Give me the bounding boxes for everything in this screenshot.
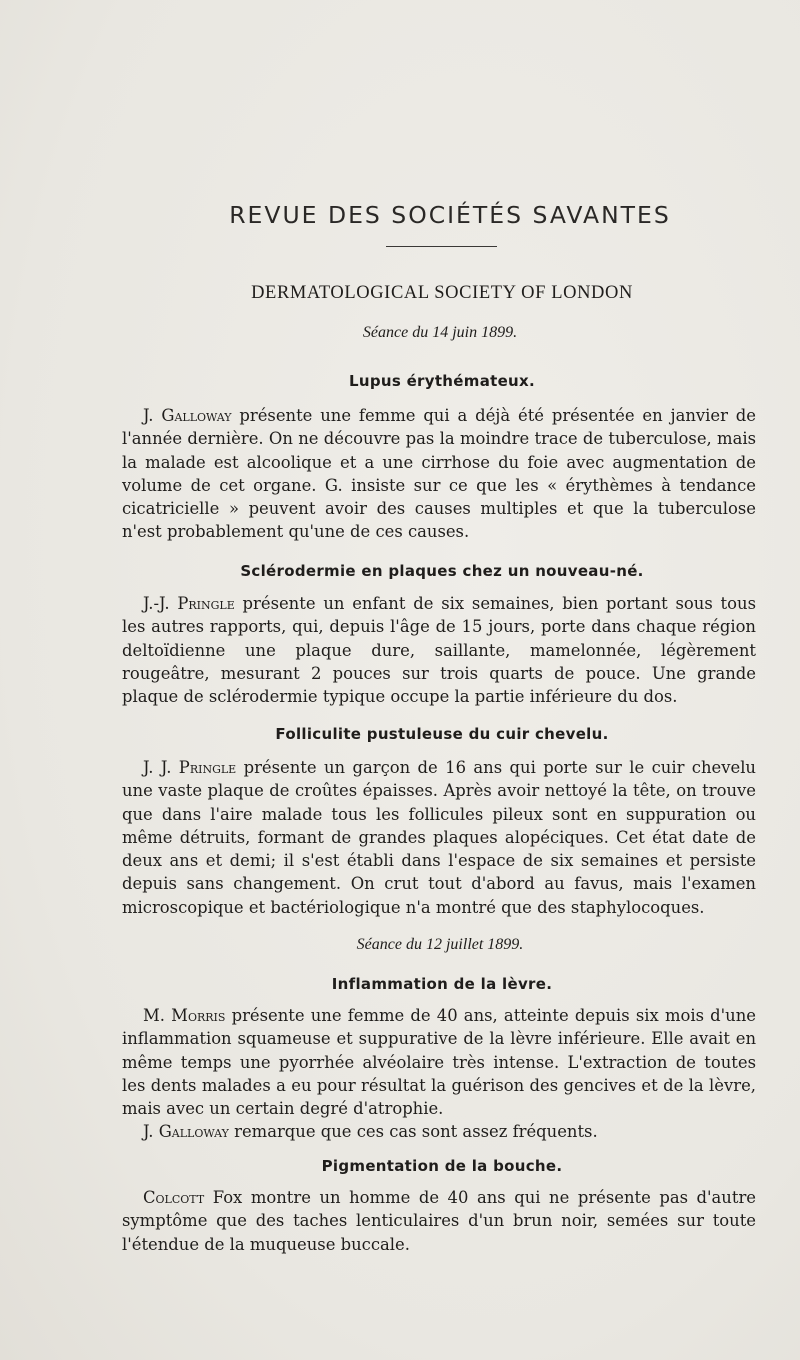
paragraph-text: Fox montre un homme de 40 ans qui ne présente pas d'autre symptôme que des taches lenticulaires d'un brun noir, semées sur toute l'étendue de la muqueuse buccale. [122, 1188, 756, 1254]
paragraph-folliculite [122, 756, 756, 919]
author-name: Colcott [143, 1188, 205, 1207]
paragraph-text: présente un garçon de 16 ans qui porte sur le cuir chevelu une vaste plaque de croûtes épaisses. Après avoir nettoyé la tête, on trouve que dans l'aire malade tous les follicules pileux sont en suppuration ou même détruits, formant de grandes plaques alopéciques. Cet état date de deux ans et demi; il s'est établi dans l'espace de six semaines et persiste depuis sans changement. On crut tout d'abord au favus, mais l'examen microscopique et bactériologique n'a montré que des staphylocoques. [122, 758, 756, 917]
author-name: J. J. Pringle [143, 758, 237, 777]
journal-section-title: REVUE DES SOCIÉTÉS SAVANTES [229, 201, 671, 229]
author-name: J. Galloway [143, 1122, 229, 1142]
paragraph-lupus [122, 404, 756, 544]
author-name: J.-J. Pringle [143, 594, 235, 613]
paragraph-sclerodermie [122, 592, 756, 708]
session-date-2: Séance du 12 juillet 1899. [356, 936, 524, 953]
title-divider [386, 246, 497, 247]
paragraph-text: présente une femme qui a déjà été présentée en janvier de l'année dernière. On ne découvre pas la moindre trace de tuberculose, mais la malade est alcoolique et a une cirrhose du foie avec augmentation de volume de cet organe. G. insiste sur ce que les « érythèmes à tendance cicatricielle » peuvent avoir des causes multiples et que la tuberculose n'est probablement qu'une de ces causes. [122, 406, 756, 542]
section-heading-sclerodermie: Sclérodermie en plaques chez un nouveau-né. [240, 562, 644, 580]
paragraph-inflammation [122, 1004, 756, 1144]
section-heading-folliculite: Folliculite pustuleuse du cuir chevelu. [275, 725, 609, 743]
section-heading-inflammation: Inflammation de la lèvre. [331, 975, 553, 993]
paragraph-text: présente un enfant de six semaines, bien portant sous tous les autres rapports, qui, depuis l'âge de 15 jours, porte dans chaque région deltoïdienne une plaque dure, saillante, mamelonnée, légèrement rougeâtre, mesurant 2 pouces sur trois quarts de pouce. Une grande plaque de sclérodermie typique occupe la partie inférieure du dos. [122, 594, 756, 707]
paragraph-pigmentation [122, 1186, 756, 1256]
section-heading-lupus: Lupus érythémateux. [348, 372, 536, 390]
section-heading-pigmentation: Pigmentation de la bouche. [321, 1157, 563, 1175]
society-name: DERMATOLOGICAL SOCIETY OF LONDON [251, 283, 633, 303]
author-name: M. Morris [143, 1006, 226, 1025]
paragraph-text: remarque que ces cas sont assez fréquents. [228, 1122, 598, 1142]
paragraph-text: présente une femme de 40 ans, atteinte depuis six mois d'une inflammation squameuse et suppurative de la lèvre inférieure. Elle avait en même temps une pyorrhée alvéolaire très intense. L'extraction de toutes les dents malades a eu pour résultat la guérison des gencives et de la lèvre, mais avec un certain degré d'atrophie. [122, 1006, 756, 1119]
author-name: J. Galloway [143, 406, 232, 425]
session-date-1: Séance du 14 juin 1899. [362, 324, 518, 341]
